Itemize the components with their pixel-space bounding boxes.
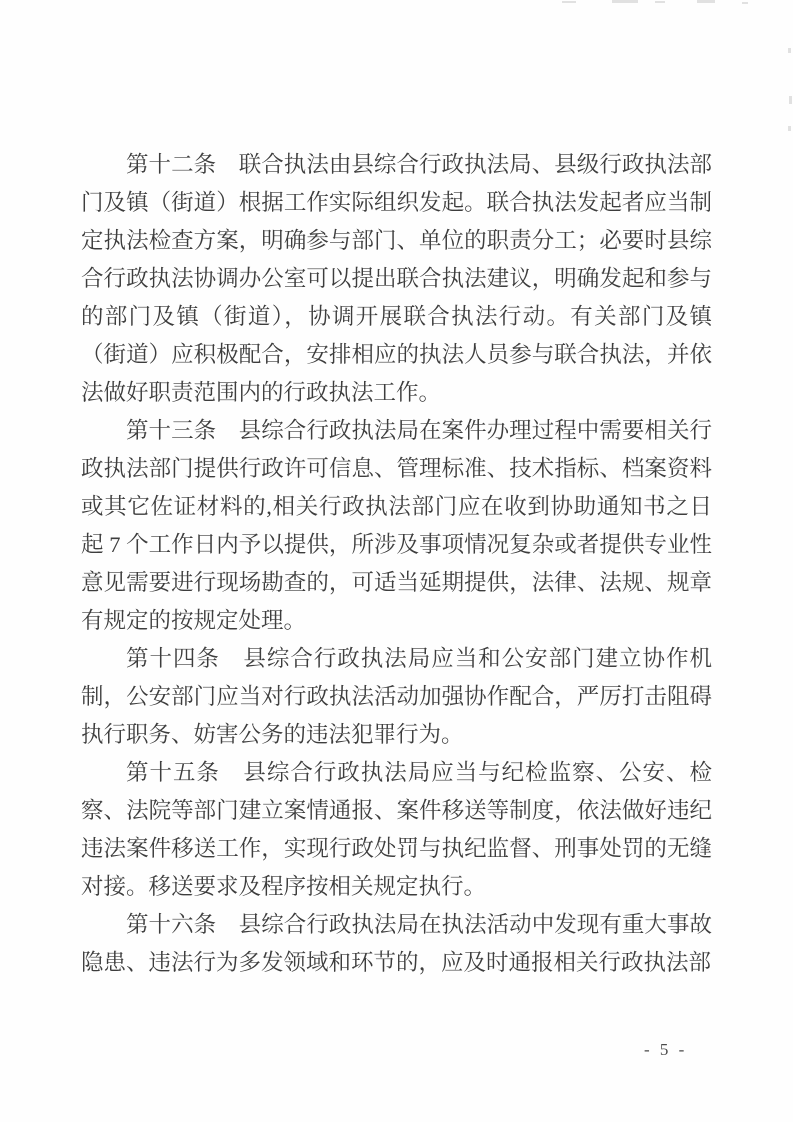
article-paragraph-13: 第十三条 县综合行政执法局在案件办理过程中需要相关行政执法部门提供行政许可信息、管理标准、技术指标、档案资料或其它佐证材料的,相关行政执法部门应在收到协助通知书之日起 7 个工作日内予以提供，所涉及事项情况复杂或者提供专业性意见需要进行现场勘查的，可适当延期提供，法律、法规、规章有规定的按规定处理。 xyxy=(81,418,712,633)
scan-artifact xyxy=(612,0,638,3)
scan-artifact xyxy=(562,1,576,3)
article-paragraph-16: 第十六条 县综合行政执法局在执法活动中发现有重大事故隐患、违法行为多发领域和环节的，应及时通报相关行政执法部 xyxy=(81,912,712,975)
scan-artifact xyxy=(788,48,791,53)
scan-artifact xyxy=(742,2,748,4)
scan-artifact xyxy=(789,96,792,104)
article-paragraph-15: 第十五条 县综合行政执法局应当与纪检监察、公安、检察、法院等部门建立案情通报、案件移送等制度，依法做好违纪违法案件移送工作，实现行政处罚与执纪监督、刑事处罚的无缝对接。移送要求及程序按相关规定执行。 xyxy=(81,760,712,899)
article-paragraph-14: 第十四条 县综合行政执法局应当和公安部门建立协作机制，公安部门应当对行政执法活动加强协作配合，严厉打击阻碍执行职务、妨害公务的违法犯罪行为。 xyxy=(81,646,712,747)
scan-artifact xyxy=(655,1,665,3)
article-paragraph-12: 第十二条 联合执法由县综合行政执法局、县级行政执法部门及镇（街道）根据工作实际组织发起。联合执法发起者应当制定执法检查方案，明确参与部门、单位的职责分工；必要时县综合行政执法协调办公室可以提出联合执法建议，明确发起和参与的部门及镇（街道），协调开展联合执法行动。有关部门及镇（街道）应积极配合，安排相应的执法人员参与联合执法，并依法做好职责范围内的行政执法工作。 xyxy=(81,152,712,405)
scan-artifact xyxy=(788,126,791,131)
scan-artifact xyxy=(697,0,715,3)
page-number: - 5 - xyxy=(644,1040,688,1059)
document-body xyxy=(81,146,712,982)
